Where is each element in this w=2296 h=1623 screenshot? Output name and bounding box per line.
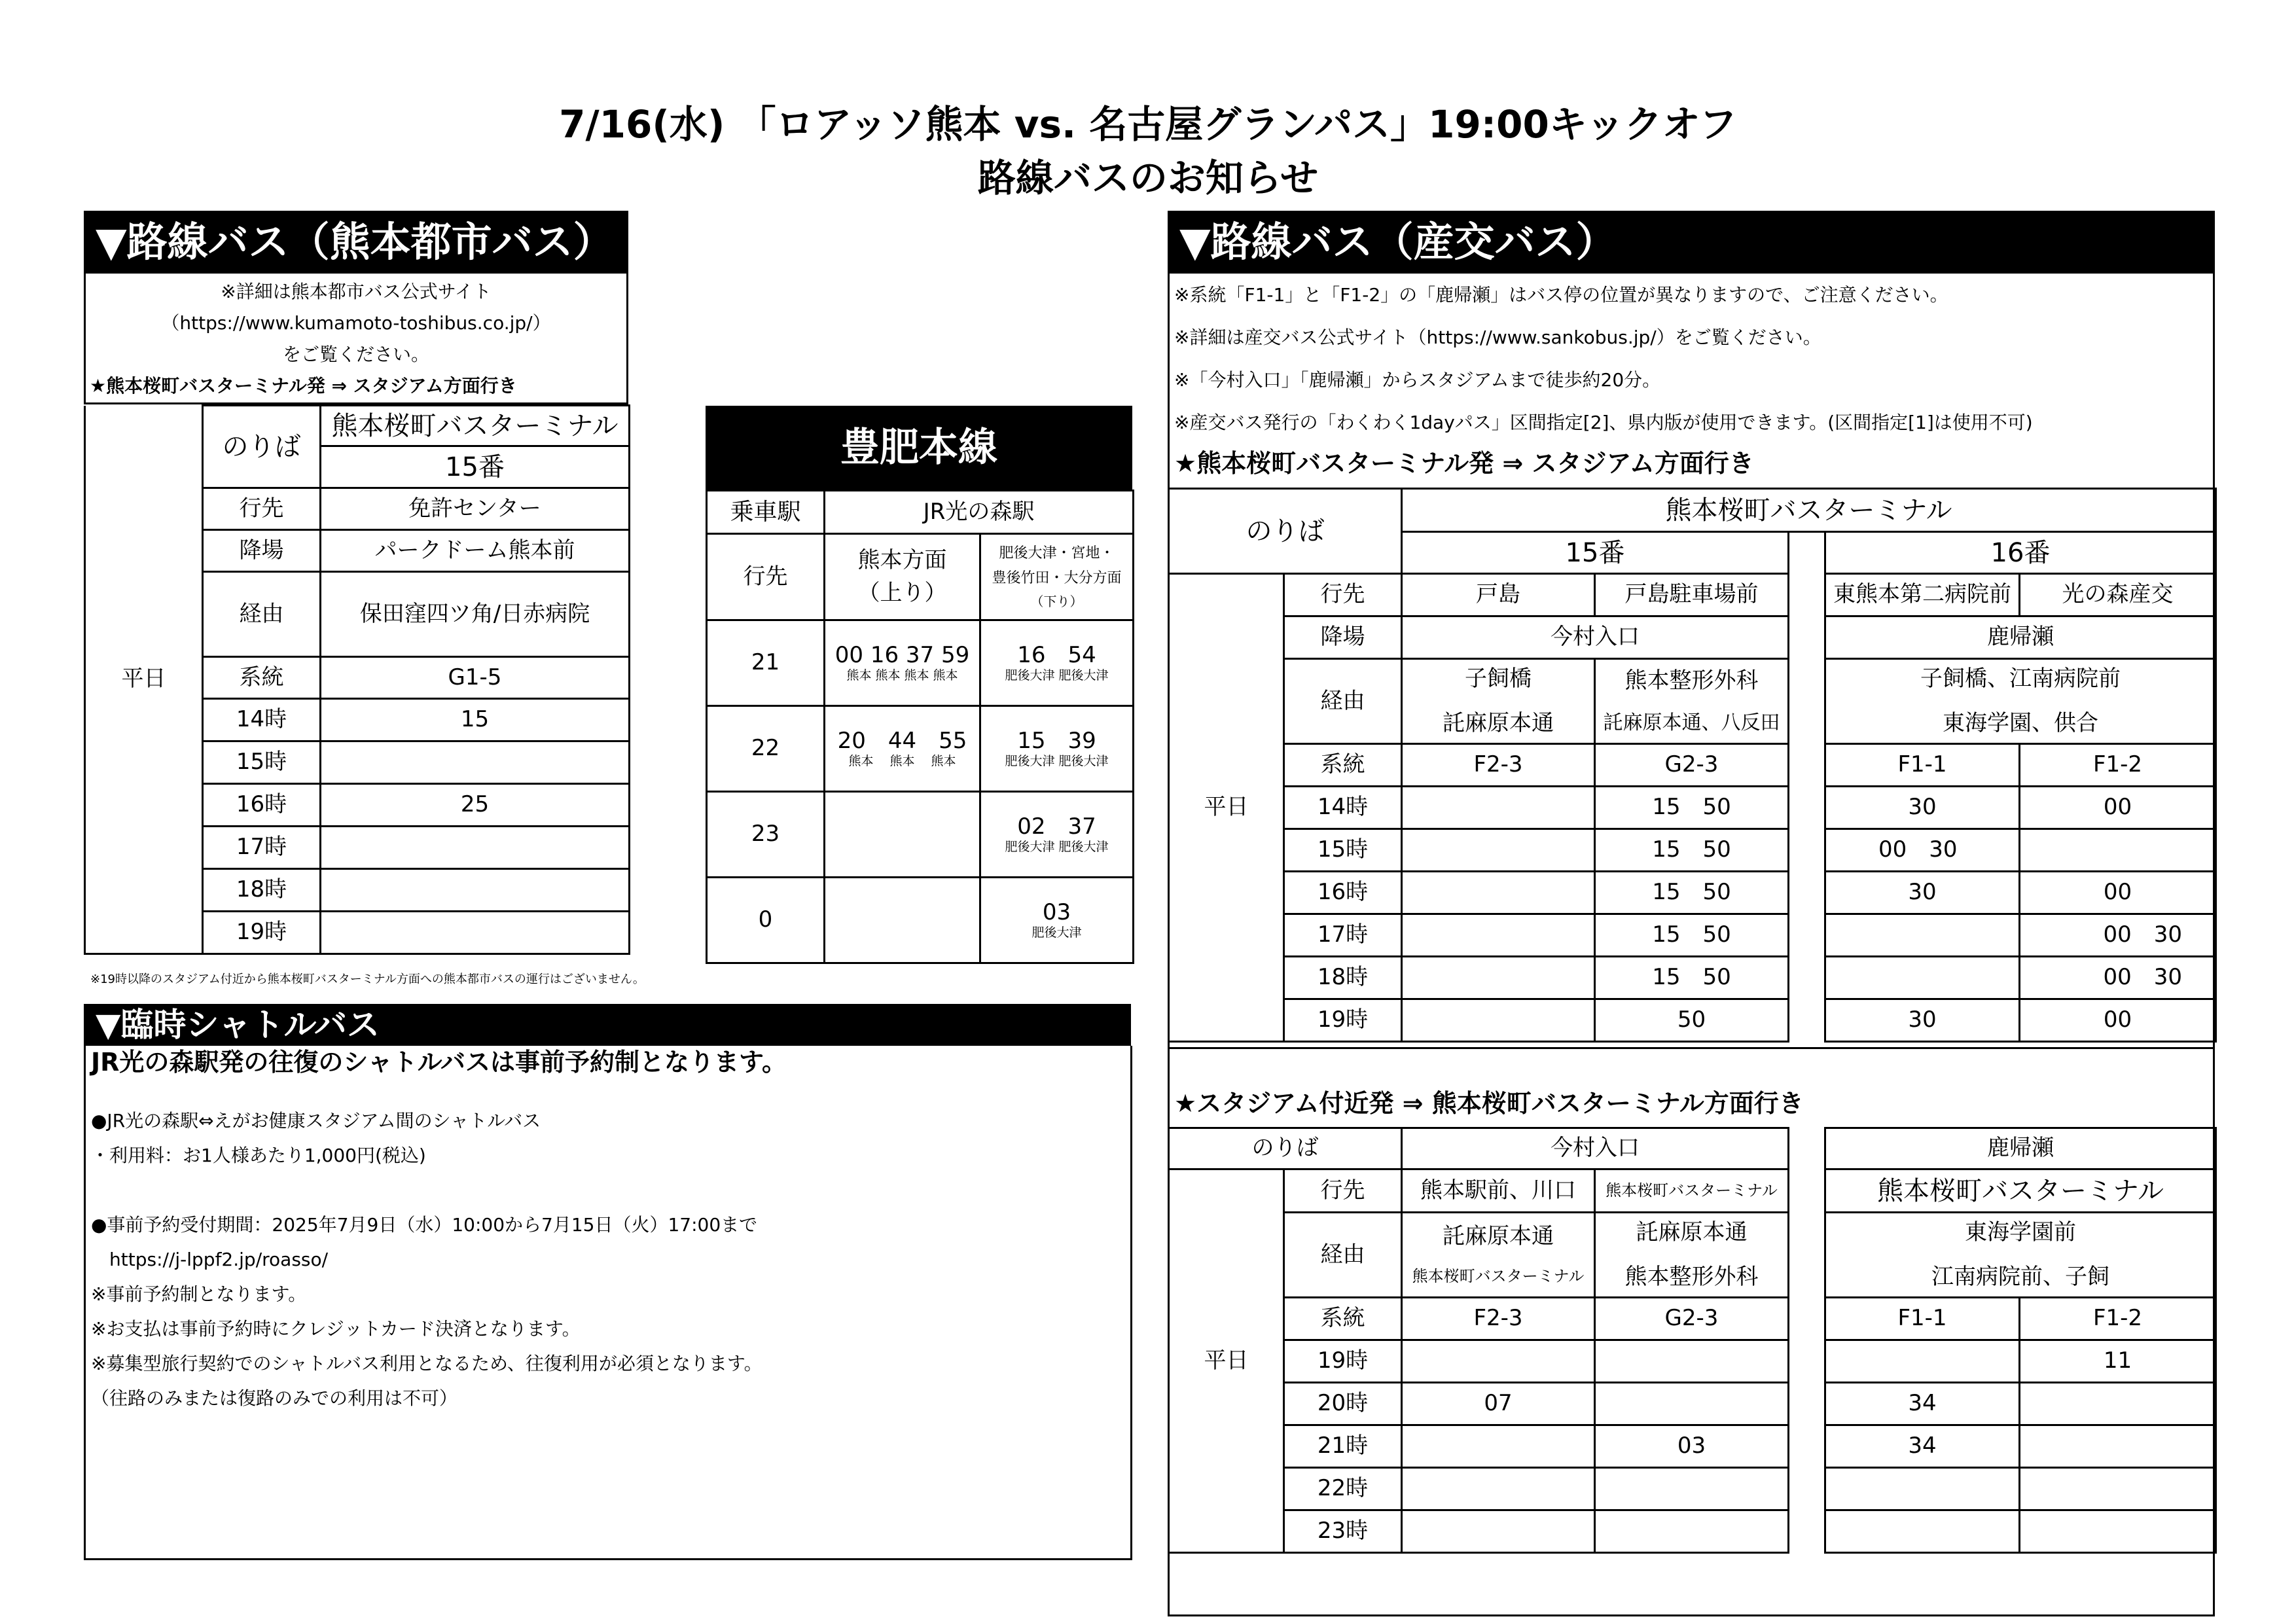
t1-time: 30 bbox=[1825, 787, 2020, 829]
sanko-note: ※産交バス発行の「わくわく1dayパス」区間指定[2]、県内版が使用できます。(区間指定[1]は使用不可) bbox=[1174, 412, 2033, 433]
city-bus-keito-label: 系統 bbox=[203, 657, 321, 699]
t2-time bbox=[1402, 1468, 1595, 1510]
t1-time: 50 bbox=[1595, 999, 1789, 1042]
city-bus-noriba-num: 15番 bbox=[321, 446, 630, 488]
t2-gap bbox=[1789, 1169, 1825, 1213]
t1-keiyu-label: 経由 bbox=[1284, 659, 1402, 744]
t2-time bbox=[1825, 1340, 2020, 1383]
t1-time: 15 50 bbox=[1595, 787, 1789, 829]
shuttle-url[interactable]: https://j-lppf2.jp/roasso/ bbox=[91, 1249, 329, 1270]
t2-ikisaki-c: 熊本桜町バスターミナル bbox=[1825, 1169, 2216, 1213]
t1-hour: 15時 bbox=[1284, 829, 1402, 872]
city-bus-direction: ★熊本桜町バスターミナル発 ⇒ スタジアム方面行き bbox=[90, 375, 517, 397]
t1-koriba-b: 鹿帰瀬 bbox=[1825, 616, 2216, 659]
t2-gap bbox=[1789, 1213, 1825, 1298]
hohi-up-dest: 熊本 熊本 熊本 bbox=[848, 754, 956, 769]
shuttle-line bbox=[91, 1173, 1130, 1207]
hohi-down-label3: （下り） bbox=[1030, 593, 1083, 609]
t2-keiyu-c1: 東海学園前 bbox=[1965, 1219, 2076, 1246]
t2-time bbox=[1595, 1383, 1789, 1425]
t1-time: 00 bbox=[2020, 787, 2216, 829]
hohi-header: 豊肥本線 bbox=[706, 406, 1132, 490]
t1-keiyu-a2: 託麻原本通 bbox=[1443, 709, 1554, 736]
hohi-down-times bbox=[980, 706, 1134, 792]
t2-keiyu-label: 経由 bbox=[1284, 1213, 1402, 1298]
shuttle-line: ※お支払は事前予約時にクレジットカード決済となります。 bbox=[91, 1318, 581, 1340]
hohi-hour: 23 bbox=[707, 792, 825, 878]
t1-time bbox=[2020, 829, 2216, 872]
t1-keito: F1-1 bbox=[1825, 744, 2020, 787]
sanko-note: ※詳細は産交バス公式サイト（https://www.sankobus.jp/）をご覧ください。 bbox=[1174, 327, 1821, 348]
t2-keiyu-b2: 熊本整形外科 bbox=[1624, 1263, 1759, 1290]
city-bus-keiyu-label: 経由 bbox=[203, 572, 321, 657]
t1-day: 平日 bbox=[1169, 574, 1284, 1042]
shuttle-line: ※事前予約制となります。 bbox=[91, 1283, 307, 1305]
t2-time bbox=[2020, 1510, 2216, 1553]
t2-keito: F1-1 bbox=[1825, 1298, 2020, 1340]
city-bus-notes bbox=[84, 274, 628, 404]
t2-noriba-label: のりば bbox=[1169, 1128, 1402, 1169]
t1-gap bbox=[1789, 616, 1825, 659]
t1-koriba-label: 降場 bbox=[1284, 616, 1402, 659]
city-bus-keito-value: G1-5 bbox=[321, 657, 630, 699]
city-bus-time bbox=[321, 827, 630, 869]
t1-time bbox=[1402, 957, 1595, 999]
t2-time: 34 bbox=[1825, 1383, 2020, 1425]
t2-time bbox=[1825, 1468, 2020, 1510]
t1-gap bbox=[1789, 872, 1825, 914]
hohi-down-dest: 肥後大津 bbox=[1031, 925, 1082, 940]
sanko-header: ▼路線バス（産交バス） bbox=[1168, 211, 2215, 274]
t2-time bbox=[1595, 1340, 1789, 1383]
t2-day: 平日 bbox=[1169, 1169, 1284, 1553]
t2-keiyu-c bbox=[1825, 1213, 2216, 1298]
t1-gap bbox=[1789, 957, 1825, 999]
hohi-down-value: 15 39 bbox=[1017, 728, 1096, 755]
hohi-hour: 22 bbox=[707, 706, 825, 792]
t1-keiyu-c1: 子飼橋、江南病院前 bbox=[1920, 666, 2121, 692]
t1-time: 15 50 bbox=[1595, 829, 1789, 872]
t1-keito: F2-3 bbox=[1402, 744, 1595, 787]
city-bus-time: 15 bbox=[321, 699, 630, 741]
t1-keito: F1-2 bbox=[2020, 744, 2216, 787]
t2-keiyu-a1: 託麻原本通 bbox=[1443, 1223, 1554, 1250]
city-bus-day: 平日 bbox=[85, 406, 203, 954]
t2-time bbox=[2020, 1425, 2216, 1468]
city-bus-note1: ※詳細は熊本都市バス公式サイト bbox=[221, 281, 492, 302]
hohi-down-label2: 豊後竹田・大分方面 bbox=[992, 569, 1122, 586]
city-bus-time bbox=[321, 869, 630, 912]
t2-noriba-a: 今村入口 bbox=[1402, 1128, 1789, 1169]
hohi-up-times bbox=[825, 792, 980, 878]
hohi-up-times bbox=[825, 706, 980, 792]
city-bus-noriba-value: 熊本桜町バスターミナル bbox=[321, 406, 630, 446]
t2-keito: F2-3 bbox=[1402, 1298, 1595, 1340]
sanko-table-2 bbox=[1168, 1127, 2217, 1554]
t1-ikisaki: 光の森産交 bbox=[2020, 574, 2216, 616]
city-bus-time bbox=[321, 741, 630, 784]
city-bus-noriba-label: のりば bbox=[203, 406, 321, 488]
t2-hour: 22時 bbox=[1284, 1468, 1402, 1510]
hohi-up-value: 00 16 37 59 bbox=[834, 642, 970, 669]
t2-keiyu-a2: 熊本桜町バスターミナル bbox=[1412, 1267, 1585, 1286]
hohi-down-times bbox=[980, 792, 1134, 878]
city-bus-time: 25 bbox=[321, 784, 630, 827]
hohi-up-times bbox=[825, 620, 980, 706]
page-subtitle: 路線バスのお知らせ bbox=[977, 156, 1319, 200]
city-bus-header: ▼路線バス（熊本都市バス） bbox=[84, 211, 628, 274]
t2-hour: 19時 bbox=[1284, 1340, 1402, 1383]
t1-koriba-a: 今村入口 bbox=[1402, 616, 1789, 659]
city-bus-footnote: ※19時以降のスタジアム付近から熊本桜町バスターミナル方面への熊本都市バスの運行はございません。 bbox=[90, 972, 645, 986]
t2-time bbox=[2020, 1383, 2216, 1425]
city-bus-hour: 19時 bbox=[203, 912, 321, 954]
t2-time: 07 bbox=[1402, 1383, 1595, 1425]
shuttle-box bbox=[84, 1046, 1132, 1560]
t1-gap bbox=[1789, 914, 1825, 957]
t1-time bbox=[1825, 957, 2020, 999]
city-bus-keiyu-value: 保田窪四ツ角/日赤病院 bbox=[321, 572, 630, 657]
t1-gap bbox=[1789, 787, 1825, 829]
t2-ikisaki-a: 熊本駅前、川口 bbox=[1402, 1169, 1595, 1213]
t1-keito-label: 系統 bbox=[1284, 744, 1402, 787]
hohi-down-times bbox=[980, 620, 1134, 706]
t2-time bbox=[1402, 1510, 1595, 1553]
t1-time bbox=[1825, 914, 2020, 957]
t2-keito-label: 系統 bbox=[1284, 1298, 1402, 1340]
sanko-notes bbox=[1174, 274, 2033, 444]
t2-gap bbox=[1789, 1128, 1825, 1169]
city-bus-koriba-value: パークドーム熊本前 bbox=[321, 530, 630, 572]
t2-keito: G2-3 bbox=[1595, 1298, 1789, 1340]
hohi-up-times bbox=[825, 878, 980, 963]
hohi-down-value: 16 54 bbox=[1017, 642, 1096, 669]
t1-time bbox=[1402, 914, 1595, 957]
hohi-hour: 0 bbox=[707, 878, 825, 963]
t1-gap bbox=[1789, 999, 1825, 1042]
city-bus-time bbox=[321, 912, 630, 954]
t1-platform-15: 15番 bbox=[1402, 532, 1789, 574]
hohi-station-label: 乗車駅 bbox=[707, 491, 825, 534]
hohi-down-times bbox=[980, 878, 1134, 963]
t2-gap bbox=[1789, 1383, 1825, 1425]
t2-hour: 20時 bbox=[1284, 1383, 1402, 1425]
hohi-down-dest: 肥後大津 肥後大津 bbox=[1005, 668, 1109, 683]
t2-ikisaki-label: 行先 bbox=[1284, 1169, 1402, 1213]
hohi-up-label2: （上り） bbox=[857, 579, 947, 606]
t1-keiyu-c bbox=[1825, 659, 2216, 744]
t1-time bbox=[1402, 872, 1595, 914]
sanko-table-1 bbox=[1168, 488, 2217, 1043]
hohi-up-value: 20 44 55 bbox=[837, 728, 967, 755]
t2-gap bbox=[1789, 1468, 1825, 1510]
t1-time: 30 bbox=[1825, 872, 2020, 914]
t2-gap bbox=[1789, 1340, 1825, 1383]
t2-time: 03 bbox=[1595, 1425, 1789, 1468]
sanko-direction2: ★スタジアム付近発 ⇒ 熊本桜町バスターミナル方面行き bbox=[1174, 1089, 1804, 1118]
t2-time: 11 bbox=[2020, 1340, 2216, 1383]
t2-keiyu-b bbox=[1595, 1213, 1789, 1298]
t1-keiyu-a bbox=[1402, 659, 1595, 744]
hohi-up-label1: 熊本方面 bbox=[857, 547, 947, 574]
hohi-up-dest: 熊本 熊本 熊本 熊本 bbox=[846, 668, 958, 683]
sanko-note: ※「今村入口」「鹿帰瀬」からスタジアムまで徒歩約20分。 bbox=[1174, 369, 1661, 391]
t2-gap bbox=[1789, 1298, 1825, 1340]
t1-hour: 16時 bbox=[1284, 872, 1402, 914]
t2-time bbox=[2020, 1468, 2216, 1510]
t1-ikisaki: 戸島駐車場前 bbox=[1595, 574, 1789, 616]
t1-time bbox=[1402, 829, 1595, 872]
t1-time: 00 30 bbox=[2020, 914, 2216, 957]
city-bus-note3: をご覧ください。 bbox=[282, 344, 429, 365]
t1-time: 00 30 bbox=[1825, 829, 2020, 872]
t1-hour: 19時 bbox=[1284, 999, 1402, 1042]
city-bus-hour: 14時 bbox=[203, 699, 321, 741]
t2-keiyu-c2: 江南病院前、子飼 bbox=[1931, 1263, 2109, 1290]
page-title: 7/16(水) 「ロアッソ熊本 vs. 名古屋グランパス」19:00キックオフ bbox=[559, 102, 1737, 147]
t1-time: 15 50 bbox=[1595, 914, 1789, 957]
t1-time: 30 bbox=[1825, 999, 2020, 1042]
t2-time bbox=[1825, 1510, 2020, 1553]
t2-time bbox=[1595, 1510, 1789, 1553]
t1-keiyu-b bbox=[1595, 659, 1789, 744]
t2-time bbox=[1402, 1340, 1595, 1383]
t1-gap bbox=[1789, 829, 1825, 872]
t2-keiyu-b1: 託麻原本通 bbox=[1636, 1219, 1748, 1246]
shuttle-line: ●JR光の森駅⇔えがお健康スタジアム間のシャトルバス bbox=[91, 1110, 541, 1132]
t2-time bbox=[1595, 1468, 1789, 1510]
t1-keito: G2-3 bbox=[1595, 744, 1789, 787]
t2-ikisaki-b: 熊本桜町バスターミナル bbox=[1595, 1169, 1789, 1213]
hohi-down-dest: 肥後大津 肥後大津 bbox=[1005, 754, 1109, 769]
city-bus-table bbox=[84, 404, 630, 955]
city-bus-url[interactable]: （https://www.kumamoto-toshibus.co.jp/） bbox=[161, 312, 551, 334]
t1-time: 15 50 bbox=[1595, 872, 1789, 914]
hohi-table bbox=[706, 490, 1134, 964]
t1-ikisaki-label: 行先 bbox=[1284, 574, 1402, 616]
sanko-note: ※系統「F1-1」と「F1-2」の「鹿帰瀬」はバス停の位置が異なりますので、ご注意ください。 bbox=[1174, 284, 1948, 306]
t1-time bbox=[1402, 787, 1595, 829]
t1-time: 00 30 bbox=[2020, 957, 2216, 999]
hohi-down-label bbox=[980, 534, 1134, 620]
t1-hour: 18時 bbox=[1284, 957, 1402, 999]
t1-gap bbox=[1789, 574, 1825, 616]
city-bus-hour: 16時 bbox=[203, 784, 321, 827]
hohi-up-label bbox=[825, 534, 980, 620]
t1-platform-16: 16番 bbox=[1825, 532, 2216, 574]
t2-hour: 23時 bbox=[1284, 1510, 1402, 1553]
city-bus-ikisaki-value: 免許センター bbox=[321, 488, 630, 530]
t1-ikisaki: 戸島 bbox=[1402, 574, 1595, 616]
hohi-down-dest: 肥後大津 肥後大津 bbox=[1005, 840, 1109, 855]
t2-gap bbox=[1789, 1510, 1825, 1553]
t1-keiyu-c2: 東海学園、供合 bbox=[1943, 709, 2098, 736]
city-bus-hour: 15時 bbox=[203, 741, 321, 784]
t2-gap bbox=[1789, 1425, 1825, 1468]
t2-time: 34 bbox=[1825, 1425, 2020, 1468]
hohi-down-value: 03 bbox=[1042, 899, 1071, 926]
city-bus-hour: 18時 bbox=[203, 869, 321, 912]
city-bus-hour: 17時 bbox=[203, 827, 321, 869]
t1-time: 00 bbox=[2020, 999, 2216, 1042]
t1-time bbox=[1402, 999, 1595, 1042]
sanko-direction1: ★熊本桜町バスターミナル発 ⇒ スタジアム方面行き bbox=[1174, 449, 1754, 478]
t1-keiyu-b1: 熊本整形外科 bbox=[1624, 667, 1759, 694]
t2-keito: F1-2 bbox=[2020, 1298, 2216, 1340]
shuttle-line: ※募集型旅行契約でのシャトルバス利用となるため、往復利用が必須となります。 bbox=[91, 1353, 762, 1374]
hohi-down-value: 02 37 bbox=[1017, 813, 1096, 840]
t1-keiyu-a1: 子飼橋 bbox=[1465, 666, 1532, 692]
t2-noriba-b: 鹿帰瀬 bbox=[1825, 1128, 2216, 1169]
t2-keiyu-a bbox=[1402, 1213, 1595, 1298]
t2-time bbox=[1402, 1425, 1595, 1468]
t2-hour: 21時 bbox=[1284, 1425, 1402, 1468]
shuttle-header: ▼臨時シャトルバス bbox=[84, 1004, 1131, 1046]
t1-hour: 17時 bbox=[1284, 914, 1402, 957]
t1-gap bbox=[1789, 744, 1825, 787]
t1-keiyu-b2: 託麻原本通、八反田 bbox=[1603, 711, 1780, 734]
sanko-divider bbox=[1168, 1047, 2215, 1049]
t1-time: 15 50 bbox=[1595, 957, 1789, 999]
t1-ikisaki: 東熊本第二病院前 bbox=[1825, 574, 2020, 616]
hohi-hour: 21 bbox=[707, 620, 825, 706]
shuttle-line: （往路のみまたは復路のみでの利用は不可） bbox=[91, 1387, 458, 1409]
hohi-down-label1: 肥後大津・宮地・ bbox=[999, 545, 1115, 562]
t1-noriba-label: のりば bbox=[1169, 489, 1402, 574]
shuttle-lead: JR光の森駅発の往復のシャトルバスは事前予約制となります。 bbox=[91, 1048, 787, 1077]
shuttle-line: ●事前予約受付期間：2025年7月9日（水）10:00から7月15日（火）17:00まで bbox=[91, 1214, 758, 1236]
t1-hour: 14時 bbox=[1284, 787, 1402, 829]
t1-time: 00 bbox=[2020, 872, 2216, 914]
hohi-station: JR光の森駅 bbox=[825, 491, 1134, 534]
hohi-dest-label: 行先 bbox=[707, 534, 825, 620]
shuttle-line: ・利用料：お1人様あたり1,000円(税込) bbox=[91, 1145, 426, 1166]
t1-gap bbox=[1789, 532, 1825, 574]
city-bus-koriba-label: 降場 bbox=[203, 530, 321, 572]
t1-gap bbox=[1789, 659, 1825, 744]
t1-terminal: 熊本桜町バスターミナル bbox=[1402, 489, 2216, 532]
city-bus-ikisaki-label: 行先 bbox=[203, 488, 321, 530]
